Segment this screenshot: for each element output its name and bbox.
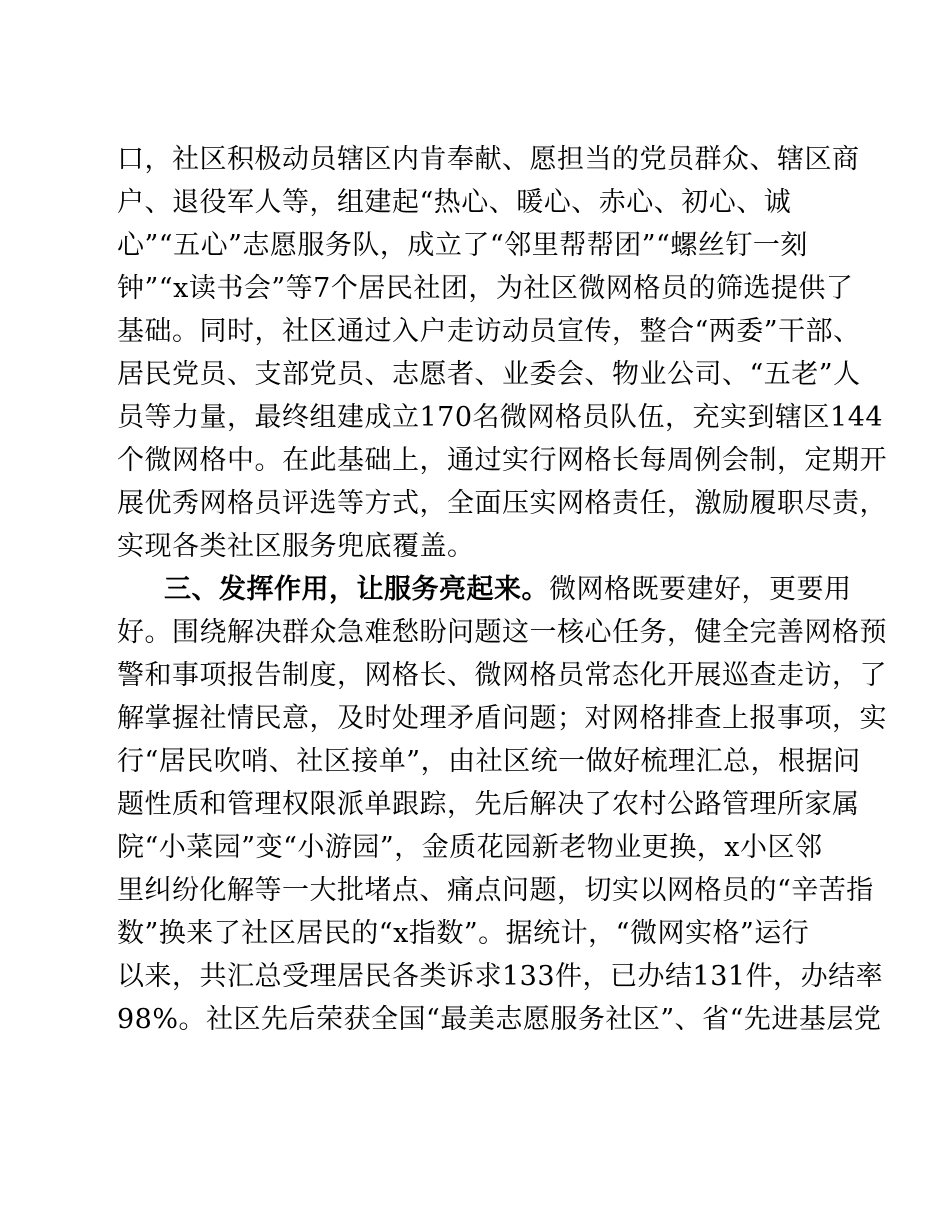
paragraph-line: 钟”“x读书会”等7个居民社团，为社区微网格员的筛选提供了 (117, 273, 854, 304)
paragraph-line: 实现各类社区服务兜底覆盖。 (117, 531, 475, 562)
paragraph-line: 行“居民吹哨、社区接单”，由社区统一做好梳理汇总，根据问 (117, 746, 861, 777)
section-first-line-text: 微网格既要建好，更要用 (549, 574, 852, 605)
paragraph-line: 居民党员、支部党员、志愿者、业委会、物业公司、“五老”人 (117, 359, 861, 390)
paragraph-line: 数”换来了社区居民的“x指数”。据统计，“微网实格”运行 (117, 918, 810, 949)
paragraph-line: 口，社区积极动员辖区内肯奉献、愿担当的党员群众、辖区商 (117, 144, 860, 175)
paragraph-line: 好。围绕解决群众急难愁盼问题这一核心任务，健全完善网格预 (117, 617, 887, 648)
paragraph-line: 98%。社区先后荣获全国“最美志愿服务社区”、省“先进基层党 (117, 1004, 882, 1035)
paragraph-line: 院“小菜园”变“小游园”，金质花园新老物业更换，x小区邻 (117, 832, 823, 863)
paragraph-line: 警和事项报告制度，网格长、微网格员常态化开展巡查走访，了 (117, 660, 887, 691)
paragraph-line: 个微网格中。在此基础上，通过实行网格长每周例会制，定期开 (117, 445, 887, 476)
paragraph-line: 题性质和管理权限派单跟踪，先后解决了农村公路管理所家属 (117, 789, 860, 820)
paragraph-line: 解掌握社情民意，及时处理矛盾问题；对网格排查上报事项，实 (117, 703, 887, 734)
paragraph-line: 里纠纷化解等一大批堵点、痛点问题，切实以网格员的“辛苦指 (117, 875, 874, 906)
paragraph-line: 以来，共汇总受理居民各类诉求133件，已办结131件，办结率 (117, 961, 884, 992)
paragraph-line: 户、退役军人等，组建起“热心、暖心、赤心、初心、诚 (117, 187, 792, 218)
section-first-line (164, 572, 852, 608)
paragraph-line: 心”“五心”志愿服务队，成立了“邻里帮帮团”“螺丝钉一刻 (117, 230, 808, 261)
paragraph-line: 展优秀网格员评选等方式，全面压实网格责任，激励履职尽责， (117, 488, 887, 519)
paragraph-line: 员等力量，最终组建成立170名微网格员队伍，充实到辖区144 (117, 402, 884, 433)
section-heading: 三、发挥作用，让服务亮起来。 (164, 574, 549, 605)
paragraph-line: 基础。同时，社区通过入户走访动员宣传，整合“两委”干部、 (117, 316, 861, 347)
